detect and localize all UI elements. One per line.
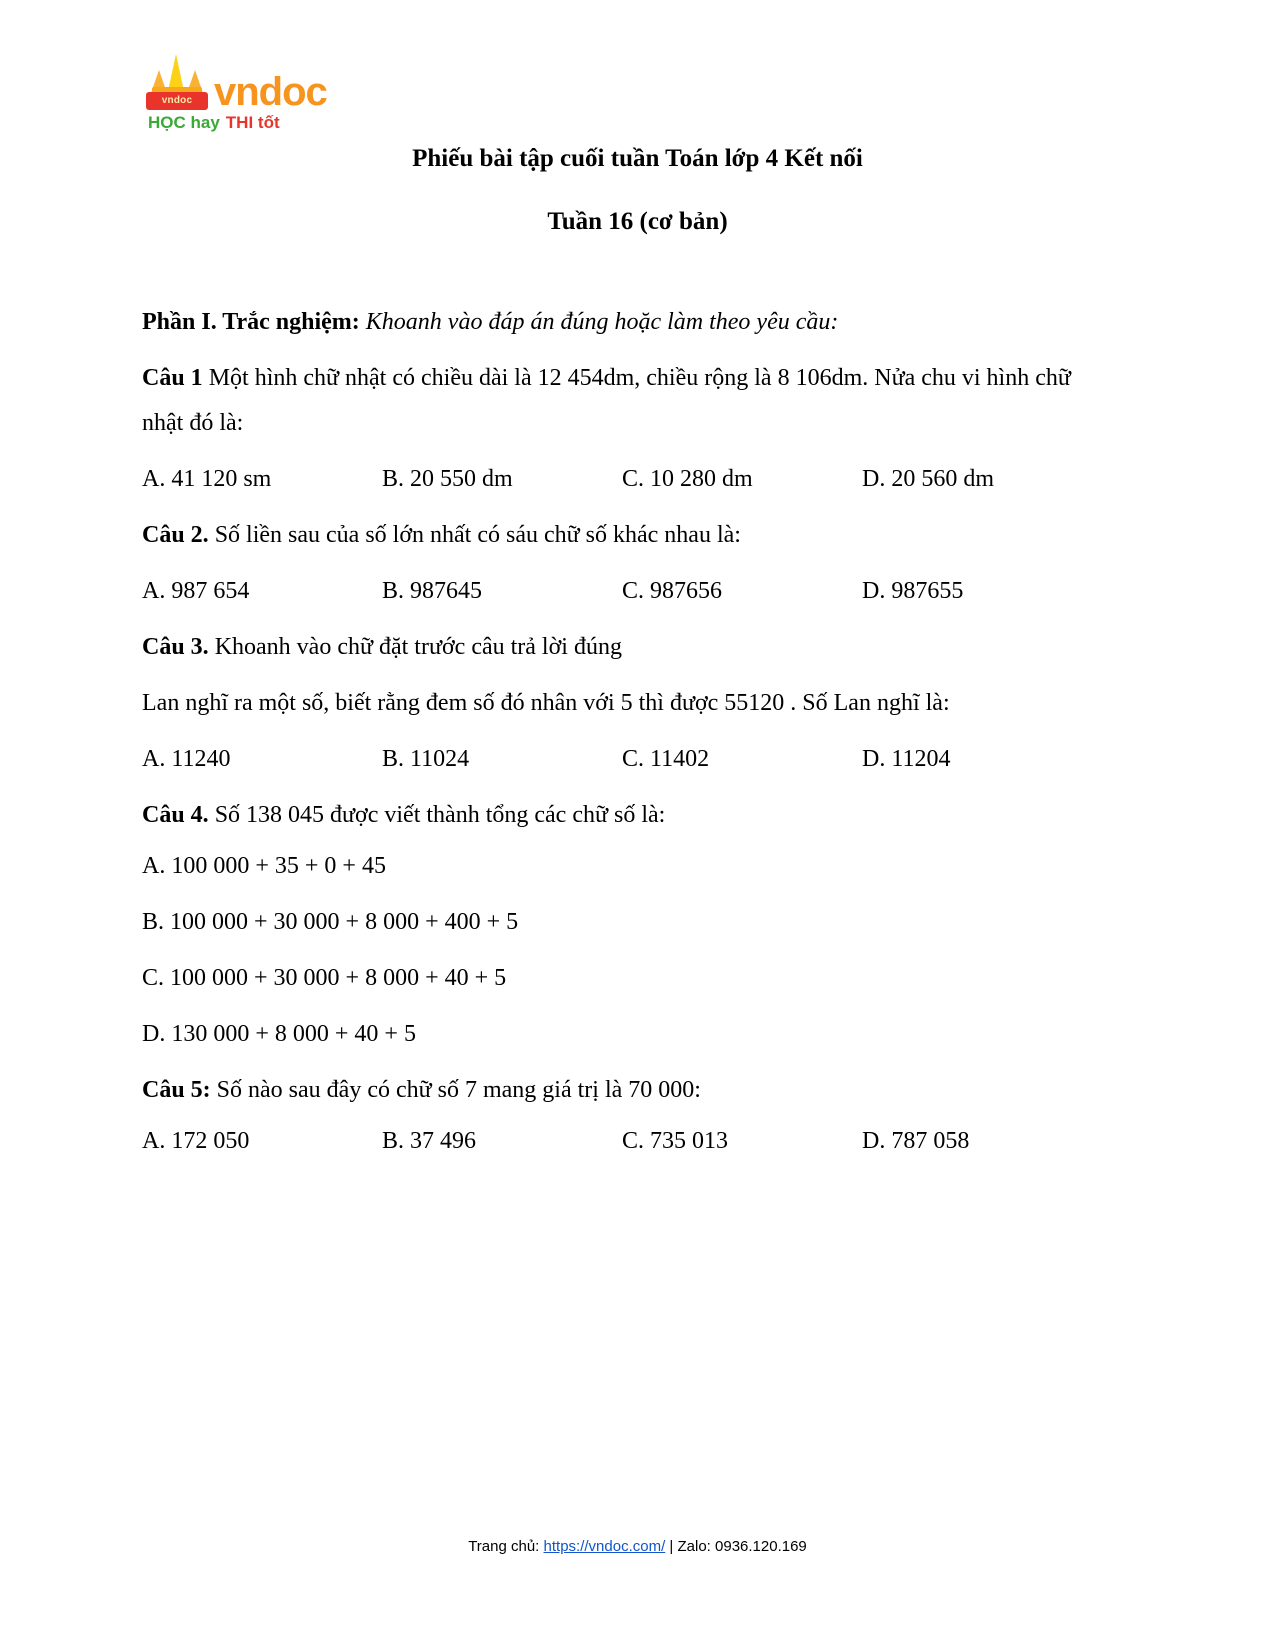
- document-subtitle: Tuần 16 (cơ bản): [547, 208, 728, 235]
- question-4-option-b[interactable]: B. 100 000 + 30 000 + 8 000 + 400 + 5: [142, 909, 519, 935]
- question-3-option-a[interactable]: A. 11240: [142, 746, 231, 772]
- question-5-body: Số nào sau đây có chữ số 7 mang giá trị là 70 000:: [210, 1077, 701, 1103]
- question-4-number: Câu 4.: [142, 802, 209, 828]
- question-5-options: [142, 1119, 1087, 1164]
- question-3-text: [142, 625, 1087, 670]
- logo-tagline: [148, 114, 406, 132]
- question-3-option-b[interactable]: B. 11024: [382, 746, 470, 772]
- question-3-option-d[interactable]: D. 11204: [862, 746, 951, 772]
- logo-ribbon-label: vndoc: [146, 92, 208, 110]
- question-1-option-c[interactable]: C. 10 280 dm: [622, 466, 753, 492]
- question-2-options: [142, 569, 1087, 614]
- logo-wordmark: vndoc: [214, 70, 327, 114]
- question-3-option-c[interactable]: C. 11402: [622, 746, 710, 772]
- question-1-option-d[interactable]: D. 20 560 dm: [862, 466, 994, 492]
- question-1-options: [142, 457, 1087, 502]
- question-4-option-c[interactable]: C. 100 000 + 30 000 + 8 000 + 40 + 5: [142, 965, 507, 991]
- question-3-options: [142, 737, 1087, 782]
- section-heading: [142, 300, 1087, 345]
- logo-tagline-green: HỌC hay: [148, 113, 220, 132]
- question-2-text: [142, 513, 1087, 558]
- question-1-text: [142, 356, 1087, 446]
- footer-prefix: Trang chủ:: [468, 1538, 544, 1555]
- logo-temple-icon: [146, 50, 208, 112]
- footer-website-link[interactable]: https://vndoc.com/: [543, 1538, 666, 1555]
- question-5-option-b[interactable]: B. 37 496: [382, 1128, 477, 1154]
- section-instruction: Khoanh vào đáp án đúng hoặc làm theo yêu cầu:: [365, 309, 839, 335]
- page-footer: [0, 1538, 1275, 1555]
- question-5-option-d[interactable]: D. 787 058: [862, 1128, 970, 1154]
- question-1-number: Câu 1: [142, 365, 203, 391]
- question-5-number: Câu 5:: [142, 1077, 211, 1103]
- question-4-option-a[interactable]: A. 100 000 + 35 + 0 + 45: [142, 853, 386, 879]
- question-4-option-d[interactable]: D. 130 000 + 8 000 + 40 + 5: [142, 1021, 416, 1047]
- footer-suffix: | Zalo: 0936.120.169: [665, 1538, 807, 1555]
- question-3-statement: Lan nghĩ ra một số, biết rằng đem số đó nhân với 5 thì được 55120 . Số Lan nghĩ là:: [142, 690, 950, 716]
- vndoc-logo: [146, 50, 406, 132]
- logo-tagline-red: THI tốt: [225, 113, 280, 132]
- document-title: Phiếu bài tập cuối tuần Toán lớp 4 Kết nối: [412, 145, 863, 172]
- question-5-option-a[interactable]: A. 172 050: [142, 1128, 250, 1154]
- question-2-option-b[interactable]: B. 987645: [382, 578, 483, 604]
- question-4-body: Số 138 045 được viết thành tổng các chữ số là:: [208, 802, 666, 828]
- question-1-option-b[interactable]: B. 20 550 dm: [382, 466, 513, 492]
- question-1-option-a[interactable]: A. 41 120 sm: [142, 466, 272, 492]
- section-label: Phần I. Trắc nghiệm:: [142, 309, 360, 335]
- question-4-text: [142, 793, 1087, 838]
- question-5-text: [142, 1068, 1087, 1113]
- question-1-body: Một hình chữ nhật có chiều dài là 12 454dm, chiều rộng là 8 106dm. Nửa chu vi hình chữ nhật đó là:: [142, 365, 1071, 436]
- question-3-body: Khoanh vào chữ đặt trước câu trả lời đúng: [208, 634, 622, 660]
- question-5-option-c[interactable]: C. 735 013: [622, 1128, 729, 1154]
- question-3-number: Câu 3.: [142, 634, 209, 660]
- document-body: [142, 300, 1087, 1175]
- question-2-body: Số liền sau của số lớn nhất có sáu chữ số khác nhau là:: [208, 522, 741, 548]
- question-2-number: Câu 2.: [142, 522, 209, 548]
- question-2-option-d[interactable]: D. 987655: [862, 578, 964, 604]
- question-2-option-a[interactable]: A. 987 654: [142, 578, 250, 604]
- question-2-option-c[interactable]: C. 987656: [622, 578, 723, 604]
